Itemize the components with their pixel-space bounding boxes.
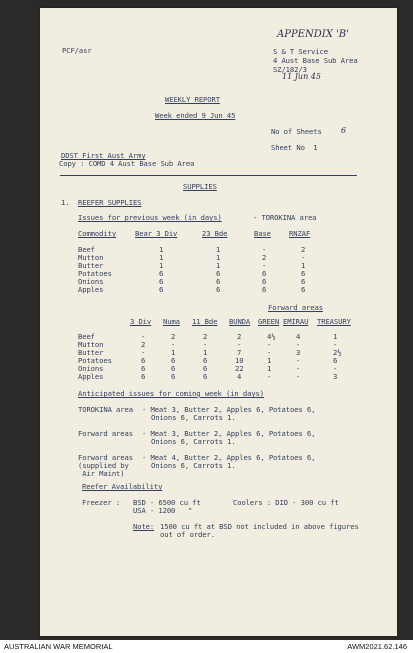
col-header-treasury: TREASURY xyxy=(317,317,351,326)
table-cell: 1 xyxy=(216,261,221,270)
table-cell: - xyxy=(262,261,267,270)
table-row-label: Potatoes xyxy=(78,356,112,365)
table-cell: 6 xyxy=(262,285,267,294)
table-row-label: Butter xyxy=(78,261,104,270)
footer-bar xyxy=(0,640,413,653)
air-maint-line-2: Onions 6, Carrots 1. xyxy=(151,461,236,470)
table-cell: - xyxy=(296,340,301,349)
reference-left: PCF/asr xyxy=(62,46,92,55)
issues-previous: Issues for previous week (in days) xyxy=(78,213,222,222)
table-cell: - xyxy=(267,340,272,349)
col-header-commodity: Commodity xyxy=(78,229,117,238)
col-header-3-div: 3 Div xyxy=(130,317,152,326)
table-cell: - xyxy=(203,340,208,349)
table-cell: 6 xyxy=(216,285,221,294)
torokina-line-1: - Meat 3, Butter 2, Apples 6, Potatoes 6, xyxy=(142,405,316,414)
file-reference: SZ/182/3 xyxy=(273,65,307,74)
col-header-11-bde: 11 Bde xyxy=(192,317,218,326)
table-cell: 6 xyxy=(141,356,146,365)
table-cell: 6 xyxy=(301,269,306,278)
appendix-handwritten: APPENDIX 'B' xyxy=(277,29,349,40)
addressee: DDST First Aust Army xyxy=(61,151,146,160)
table-cell: 4½ xyxy=(267,332,276,341)
col-header-bunda: BUNDA xyxy=(229,317,251,326)
table-cell: 6 xyxy=(216,269,221,278)
col-header-base: Base xyxy=(254,229,271,238)
table-cell: 6 xyxy=(216,277,221,286)
table-cell: - xyxy=(141,332,146,341)
table-cell: 2 xyxy=(141,340,146,349)
table-cell: 1 xyxy=(301,261,306,270)
forward-line-1: - Meat 3, Butter 2, Apples 6, Potatoes 6, xyxy=(142,429,316,438)
table-cell: 6 xyxy=(203,364,208,373)
table-cell: 6 xyxy=(159,285,164,294)
table-row-label: Apples xyxy=(78,372,104,381)
table-cell: 2 xyxy=(301,245,306,254)
freezer-label: Freezer : xyxy=(82,498,121,507)
torokina-label: TOROKINA area xyxy=(78,405,133,414)
table-cell: 1 xyxy=(203,348,208,357)
table-cell: - xyxy=(296,364,301,373)
sheets-label: No of Sheets xyxy=(271,127,322,136)
table-row-label: Mutton xyxy=(78,340,104,349)
col-header-green: GREEN xyxy=(258,317,280,326)
table-cell: 1 xyxy=(216,245,221,254)
col-header-rnzaf: RNZAF xyxy=(289,229,311,238)
table-cell: 1 xyxy=(216,253,221,262)
table-cell: 4 xyxy=(296,332,301,341)
table-cell: 6 xyxy=(301,285,306,294)
table-cell: - xyxy=(333,340,338,349)
date-handwritten: 11 Jun 45 xyxy=(282,72,321,81)
air-maint-label-1: Forward areas xyxy=(78,453,133,462)
table-cell: 6 xyxy=(333,356,338,365)
freezer-line-1: BSD - 6500 cu ft xyxy=(133,498,201,507)
footer-accession-number: AWM2021.62.146 xyxy=(347,642,407,651)
service-line: S & T Service xyxy=(273,47,328,56)
table-cell: 6 xyxy=(141,372,146,381)
freezer-line-2: USA - 1200 " xyxy=(133,506,193,515)
col-header-bear-3-div: Bear 3 Div xyxy=(135,229,178,238)
item-heading: REEFER SUPPLIES xyxy=(78,198,142,207)
forward-line-2: Onions 6, Carrots 1. xyxy=(151,437,236,446)
week-ended: Week ended 9 Jun 45 xyxy=(155,111,236,120)
table-cell: - xyxy=(267,348,272,357)
table-cell: - xyxy=(296,356,301,365)
table-row-label: Mutton xyxy=(78,253,104,262)
table-cell: 1 xyxy=(171,348,176,357)
copy-to: Copy : COMD 4 Aust Base Sub Area xyxy=(59,159,195,168)
table-cell: 2 xyxy=(203,332,208,341)
table-cell: 1 xyxy=(267,356,272,365)
table-row-label: Butter xyxy=(78,348,104,357)
table-cell: 6 xyxy=(159,277,164,286)
table-cell: 6 xyxy=(141,364,146,373)
air-maint-label-3: Air Maint) xyxy=(78,469,125,478)
col-header-numa: Numa xyxy=(163,317,180,326)
table-cell: 6 xyxy=(171,364,176,373)
table-row-label: Beef xyxy=(78,332,95,341)
col-header-emirau: EMIRAU xyxy=(283,317,309,326)
sheets-value: 6 xyxy=(341,126,347,135)
coolers-line: Coolers : DID - 300 cu ft xyxy=(233,498,339,507)
availability-heading: Reefer Availability xyxy=(82,482,163,491)
table-cell: 6 xyxy=(262,277,267,286)
air-maint-line-1: - Meat 4, Butter 2, Apples 6, Potatoes 6, xyxy=(142,453,316,462)
table-cell: 6 xyxy=(301,277,306,286)
note-label: Note: xyxy=(133,522,155,531)
note-line-2: out of order. xyxy=(160,530,215,539)
table-cell: 2 xyxy=(237,332,242,341)
sheet-number: Sheet No 1 xyxy=(271,143,318,152)
table-cell: - xyxy=(301,253,306,262)
table-cell: 2 xyxy=(262,253,267,262)
forward-areas-heading: Forward areas xyxy=(268,303,323,312)
forward-label: Forward areas xyxy=(78,429,133,438)
report-title: WEEKLY REPORT xyxy=(165,95,220,104)
table-cell: 10 xyxy=(235,356,244,365)
divider-rule xyxy=(60,175,357,176)
area-label: - TOROKINA area xyxy=(253,213,317,222)
table-cell: 6 xyxy=(262,269,267,278)
table-cell: 6 xyxy=(203,356,208,365)
table-cell: - xyxy=(262,245,267,254)
table-cell: 6 xyxy=(203,372,208,381)
table-row-label: Beef xyxy=(78,245,95,254)
table-cell: - xyxy=(237,340,242,349)
table-row-label: Onions xyxy=(78,364,104,373)
anticipated-heading: Anticipated issues for coming week (in days) xyxy=(78,389,264,398)
section-heading: SUPPLIES xyxy=(183,182,217,191)
note-line-1: 1500 cu ft at BSD not included in above figures xyxy=(160,522,359,531)
table-cell: - xyxy=(267,372,272,381)
table-cell: 7 xyxy=(237,348,242,357)
table-cell: 1 xyxy=(267,364,272,373)
table-cell: 3 xyxy=(296,348,301,357)
table-cell: 22 xyxy=(235,364,244,373)
table-cell: 4 xyxy=(237,372,242,381)
sub-area-line: 4 Aust Base Sub Area xyxy=(273,56,358,65)
table-cell: - xyxy=(333,364,338,373)
table-row-label: Apples xyxy=(78,285,104,294)
table-cell: 1 xyxy=(159,261,164,270)
table-cell: 2½ xyxy=(333,348,342,357)
table-cell: 6 xyxy=(159,269,164,278)
table-cell: - xyxy=(171,340,176,349)
table-row-label: Onions xyxy=(78,277,104,286)
table-cell: - xyxy=(296,372,301,381)
table-cell: 1 xyxy=(159,245,164,254)
table-cell: 6 xyxy=(171,372,176,381)
table-cell: 2 xyxy=(171,332,176,341)
table-cell: - xyxy=(141,348,146,357)
table-cell: 3 xyxy=(333,372,338,381)
air-maint-label-2: (supplied by xyxy=(78,461,129,470)
table-row-label: Potatoes xyxy=(78,269,112,278)
col-header-23-bde: 23 Bde xyxy=(202,229,228,238)
table-cell: 1 xyxy=(333,332,338,341)
item-number: 1. xyxy=(61,198,70,207)
table-cell: 6 xyxy=(171,356,176,365)
torokina-line-2: Onions 6, Carrots 1. xyxy=(151,413,236,422)
table-cell: 1 xyxy=(159,253,164,262)
footer-institution: AUSTRALIAN WAR MEMORIAL xyxy=(4,642,113,651)
